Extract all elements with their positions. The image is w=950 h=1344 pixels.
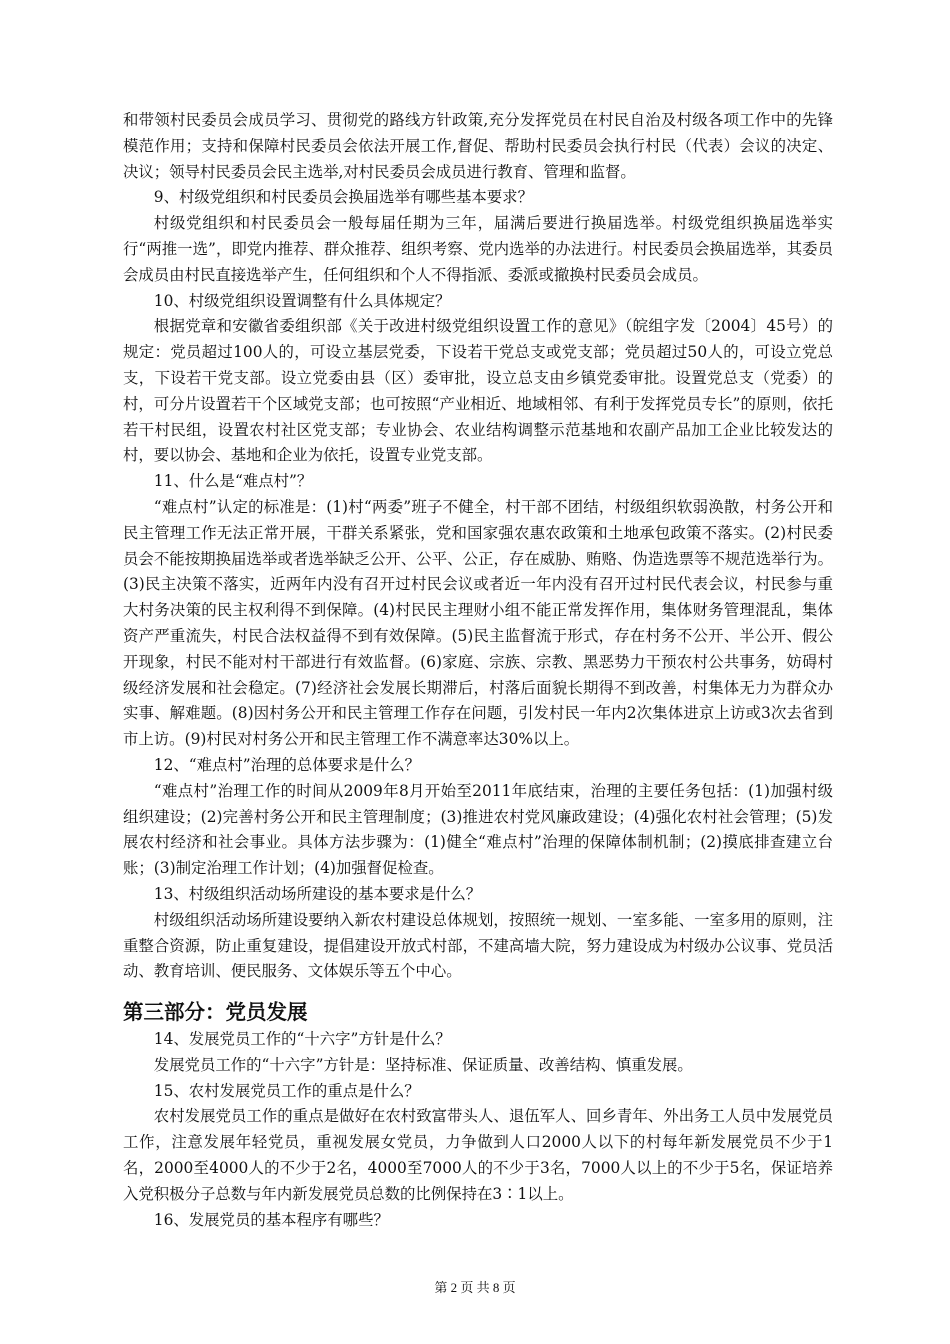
question-line: 12、“难点村”治理的总体要求是什么？	[153, 755, 420, 774]
question-line: 13、村级组织活动场所建设的基本要求是什么？	[153, 884, 482, 903]
document-body	[123, 108, 833, 1233]
body-paragraph: 农村发展党员工作的重点是做好在农村致富带头人、退伍军人、回乡青年、外出务工人员中发展党员工作，注意发展年轻党员，重视发展女党员，力争做到人口2000人以下的村每年新发展党员不少于1名，2000至4000人的不少于2名，4000至7000人的不少于3名，7000人以上的不少于5名，保证培养入党积极分子总数与年内新发展党员总数的比例保持在3∶1以上。	[123, 1107, 833, 1203]
body-paragraph: 根据党章和安徽省委组织部《关于改进村级党组织设置工作的意见》（皖组字发〔2004〕45号）的规定：党员超过100人的，可设立基层党委，下设若干党总支或党支部；党员超过50人的，可设立党总支，下设若干党支部。设立党委由县（区）委审批，设立总支由乡镇党委审批。设置党总支（党委）的村，可分片设置若干个区域党支部；也可按照“产业相近、地域相邻、有利于发挥党员专长”的原则，依托若干村民组，设置农村社区党支部；专业协会、农业结构调整示范基地和农副产品加工企业比较发达的村，要以协会、基地和企业为依托，设置专业党支部。	[123, 317, 833, 465]
body-paragraph: 村级党组织和村民委员会一般每届任期为三年，届满后要进行换届选举。村级党组织换届选举实行“两推一选”，即党内推荐、群众推荐、组织考察、党内选举的办法进行。村民委员会换届选举，其委员会成员由村民直接选举产生，任何组织和个人不得指派、委派或撤换村民委员会成员。	[123, 214, 833, 284]
question-line: 9、村级党组织和村民委员会换届选举有哪些基本要求？	[153, 188, 533, 207]
body-paragraph: 发展党员工作的“十六字”方针是：坚持标准、保证质量、改善结构、慎重发展。	[153, 1055, 693, 1074]
section-heading: 第三部分：党员发展	[123, 1000, 308, 1025]
question-line: 14、发展党员工作的“十六字”方针是什么？	[153, 1030, 451, 1049]
question-line: 11、什么是“难点村”？	[153, 472, 313, 491]
page-footer: 第 2 页 共 8 页	[434, 1280, 516, 1295]
question-line: 15、农村发展党员工作的重点是什么？	[153, 1081, 420, 1100]
question-line: 16、发展党员的基本程序有哪些？	[153, 1210, 389, 1229]
question-line: 10、村级党组织设置调整有什么具体规定？	[153, 291, 451, 310]
body-paragraph: “难点村”治理工作的时间从2009年8月开始至2011年底结束，治理的主要任务包括：(1)加强村级组织建设；(2)完善村务公开和民主管理制度；(3)推进农村党风廉政建设；(4)强化农村社会管理；(5)发展农村经济和社会事业。具体方法步骤为：(1)健全“难点村”治理的保障体制机制；(2)摸底排查建立台账；(3)制定治理工作计划；(4)加强督促检查。	[123, 781, 833, 878]
body-paragraph: 和带领村民委员会成员学习、贯彻党的路线方针政策,充分发挥党员在村民自治及村级各项工作中的先锋模范作用；支持和保障村民委员会依法开展工作,督促、帮助村民委员会执行村民（代表）会议的决定、决议；领导村民委员会民主选举,对村民委员会成员进行教育、管理和监督。	[123, 111, 833, 181]
body-paragraph: “难点村”认定的标准是：(1)村“两委”班子不健全，村干部不团结，村级组织软弱涣散，村务公开和民主管理工作无法正常开展，干群关系紧张，党和国家强农惠农政策和土地承包政策不落实。(2)村民委员会不能按期换届选举或者选举缺乏公开、公平、公正，存在威胁、贿赂、伪造选票等不规范选举行为。(3)民主决策不落实，近两年内没有召开过村民会议或者近一年内没有召开过村民代表会议，村民参与重大村务决策的民主权利得不到保障。(4)村民民主理财小组不能正常发挥作用，集体财务管理混乱，集体资产严重流失，村民合法权益得不到有效保障。(5)民主监督流于形式，存在村务不公开、半公开、假公开现象，村民不能对村干部进行有效监督。(6)家庭、宗族、宗教、黑恶势力干预农村公共事务，妨碍村级经济发展和社会稳定。(7)经济社会发展长期滞后，村落后面貌长期得不到改善，村集体无力为群众办实事、解难题。(8)因村务公开和民主管理工作存在问题，引发村民一年内2次集体进京上访或3次去省到市上访。(9)村民对村务公开和民主管理工作不满意率达30%以上。	[123, 497, 833, 749]
body-paragraph: 村级组织活动场所建设要纳入新农村建设总体规划，按照统一规划、一室多能、一室多用的原则，注重整合资源，防止重复建设，提倡建设开放式村部，不建高墙大院，努力建设成为村级办公议事、党员活动、教育培训、便民服务、文体娱乐等五个中心。	[123, 910, 833, 981]
